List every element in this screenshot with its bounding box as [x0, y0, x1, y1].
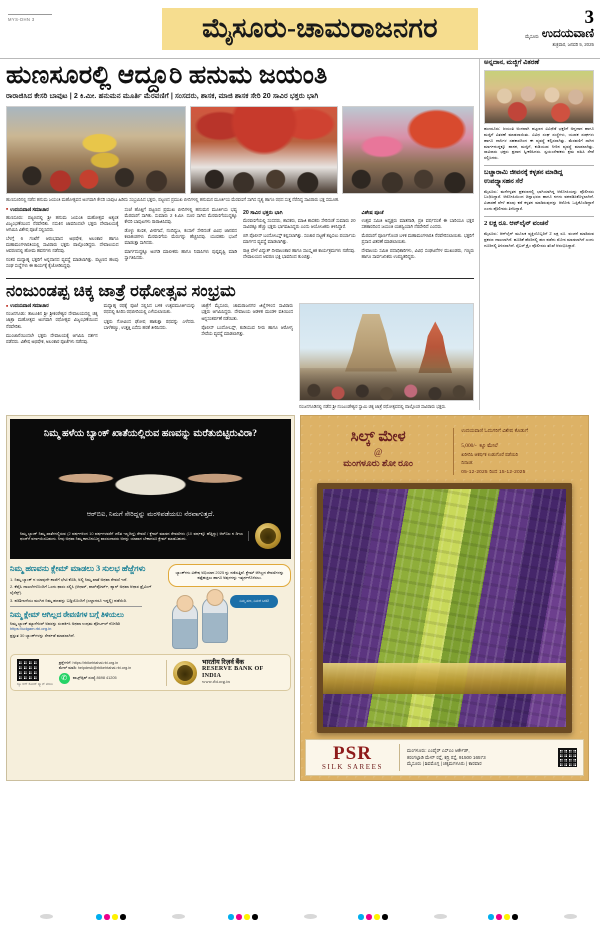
crowd-shape — [300, 368, 473, 401]
sidebar-column — [479, 59, 594, 410]
rbi-help-title: ನಿಮ್ಮ ಕ್ಲೇಮ್ ಆಗಿಲ್ಲದ ಠೇವಣಿಗಳ ಬಗ್ಗೆ ತಿಳಿಯಲು — [10, 609, 124, 619]
reg-dot-magenta — [496, 914, 502, 920]
rbi-callout-column — [168, 564, 291, 649]
sidebar-headline: ಅನ್ನದಾನ, ಮಜ್ಜಿಗೆ ವಿತರಣೆ — [484, 59, 540, 66]
paragraph: ಜಾತ್ರೆಗೆ ಮೈಸೂರು, ಚಾಮರಾಜನಗರ ಜಿಲ್ಲೆಗಳಿಂದ ಸಾವಿರಾರು ಭಕ್ತರು ಆಗಮಿಸಿದ್ದರು. ದೇವಾಲಯ ಆಡಳಿತ ಮಂಡಳಿ ವತಿಯಿಂದ ಅನ್ನಸಂತರ್ಪಣೆ ನಡೆಯಿತು. — [201, 303, 294, 321]
paragraph: ಬಿಗಿ ಪೊಲೀಸ್ ಬಂದೋಬಸ್ತ್ ಕಲ್ಪಿಸಲಾಗಿತ್ತು. ಸಂಚಾರ ದಟ್ಟಣೆ ತಪ್ಪಿಸಲು ಪರ್ಯಾಯ ಮಾರ್ಗದ ವ್ಯವಸ್ಥೆ ಮಾಡಲಾಗಿತ್ತು. — [243, 233, 356, 245]
paper-name: ಉದಯವಾಣಿ — [541, 26, 594, 40]
paragraph: ಮೆರವಣಿಗೆಯಲ್ಲಿ ಸಂಸದರು, ಶಾಸಕರು, ಮಾಜಿ ಶಾಸಕರು ಸೇರಿದಂತೆ ಸುಮಾರು 20 ಸಾವಿರಕ್ಕೂ ಹೆಚ್ಚು ಭಕ್ತರು ಭಾಗವಹಿಸಿದ್ದರು ಎಂದು ಆಯೋಜಕರು ತಿಳಿಸಿದ್ದಾರೆ. — [243, 218, 356, 230]
qr-note: ಕ್ಯೂ ಆರ್ ಕೋಡ್ ಸ್ಕ್ಯಾನ್ ಮಾಡಿ — [17, 681, 53, 686]
silk-at-symbol: @ — [373, 446, 383, 457]
article-body — [6, 215, 119, 270]
rbi-smallprint-row — [16, 523, 285, 549]
registration-marks — [0, 910, 600, 924]
silk-header — [305, 420, 584, 480]
reg-dot-magenta — [366, 914, 372, 920]
psr-address — [407, 748, 551, 768]
article-body — [201, 303, 293, 336]
paragraph: ಭಕ್ತರು ಗೋವಿಂದ ಘೋಷ ಹಾಕುತ್ತಾ ರಥವನ್ನು ಎಳೆದರು. ಬಾಳೆಹಣ್ಣು, ಉತ್ತತ್ತಿ ಎಸೆದು ಹರಕೆ ತೀರಿಸಿದರು. — [103, 318, 196, 330]
whatsapp-icon: ✆ — [59, 673, 70, 684]
paragraph: ನಂಜನಗೂಡು: ತಾಲೂಕಿನ ಶ್ರೀ ಶ್ರೀಕಂಠೇಶ್ವರ ದೇವಾಲಯದಲ್ಲಿ ಚಿಕ್ಕ ಜಾತ್ರಾ ಮಹೋತ್ಸವ ಅಂಗವಾಗಿ ರಥೋತ್ಸವ ವಿಜೃಂಭಣೆಯಿಂದ ನೆರವೇರಿತು. — [6, 311, 98, 329]
sidebar-body: ಮೈಸೂರು: ಮನೆಗಳ್ಳತನ ಪ್ರಕರಣದಲ್ಲಿ ಭಾಗಿಯಾಗಿದ್ದ ಆರೋಪಿಯನ್ನು ಪೊಲೀಸರು ಬಂಧಿಸಿದ್ದಾರೆ. ಆರೋಪಿಯಿಂದ ಚಿನ್ನಾಭರಣ ಹಾಗೂ ನಗದು ವಶಪಡಿಸಿಕೊಳ್ಳಲಾಗಿದೆ. ವಿಚಾರಣೆ ವೇಳೆ ಹಲವು ಕಡೆ ಕಳ್ಳತನ ಮಾಡಿರುವುದನ್ನು ಆರೋಪಿ ಒಪ್ಪಿಕೊಂಡಿದ್ದಾನೆ ಎಂದು ಪೊಲೀಸರು ತಿಳಿಸಿದ್ದಾರೆ. — [484, 188, 594, 211]
rbi-steps-column — [10, 564, 163, 649]
article-body — [6, 311, 98, 344]
photo-content — [485, 71, 593, 123]
rbi-seal-icon — [173, 661, 197, 685]
reg-dot-cyan — [228, 914, 234, 920]
silk-valid-dates: 05-12-2025 ರಿಂದ 15-12-2025 — [461, 470, 526, 476]
photo-content — [7, 107, 185, 193]
article-column — [125, 207, 238, 273]
reg-dot-magenta — [236, 914, 242, 920]
psr-address-line2: ಕರಂಗಲ್ಪಾಡಿ ಮೇನ್ ರಸ್ತೆ, ಕದ್ರಿ ರಸ್ತೆ, 91500 16573 — [407, 754, 486, 760]
reg-dot-yellow — [504, 914, 510, 920]
reg-gray-patch — [40, 914, 53, 919]
sidebar-divider — [484, 165, 594, 166]
paper-prefix: ಮೈಸೂರು — [525, 34, 539, 39]
second-photo-caption: ನಂಜನಗೂಡಿನಲ್ಲಿ ನಡೆದ ಶ್ರೀ ನಂಜುಂಡೇಶ್ವರ ಸ್ವಾಮಿ ಚಿಕ್ಕ ಜಾತ್ರೆ ರಥೋತ್ಸವದಲ್ಲಿ ಪಾಲ್ಗೊಂಡ ಸಾವಿರಾರು ಭಕ್ತರು. — [299, 403, 447, 409]
masthead — [0, 0, 600, 58]
mascot-figure-1 — [172, 603, 198, 649]
lead-subhead: ರಾರಾಜಿಸಿದ ಕೇಸರಿ ಬಾವುಟ | 2 ಕಿ.ಮೀ. ಹನುಮನ ಮೂರ್ತಿ ಮೆರವಣಿಗೆ | ಸಂಸದರು, ಶಾಸಕ, ಮಾಜಿ ಶಾಸಕ ಸೇರಿ 20 ಸಾವಿರ ಭಕ್ತರು ಭಾಗಿ — [6, 92, 319, 100]
step-2: 2. ಕೆವೈಸಿ ದಾಖಲೆಗಳೊಂದಿಗೆ ಒಂದು ಫಾರಂ ಸಲ್ಲಿಸಿ (ಆಧಾರ್, ಪಾಸ್‌ಪೋರ್ಟ್, ಪ್ಯಾನ್ ಅಥವಾ ಆಧಾರ ಡ್ರೈವಿಂಗ್ ಲೈಸೆನ್ಸ್). — [10, 584, 152, 596]
sidebar-divider — [484, 216, 594, 217]
psr-branches: ಮೈಸೂರು | ಶಿವಮೊಗ್ಗ | ಚಿಕ್ಕಮಗಳೂರು | ಕಾರವಾರ — [407, 761, 482, 767]
paragraph: ಹುಣಸೂರು: ಪಟ್ಟಣದಲ್ಲಿ ಶ್ರೀ ಹನುಮ ಜಯಂತಿ ಮಹೋತ್ಸವ ಅತ್ಯಂತ ವಿಜೃಂಭಣೆಯಿಂದ ನೆರವೇರಿತು. ನಸುಕಿನ ಜಾವದಿಂದಲೇ ಭಕ್ತರು ದೇವಾಲಯಕ್ಕೆ ಆಗಮಿಸಿ ವಿಶೇಷ ಪೂಜೆ ಸಲ್ಲಿಸಿದರು. — [6, 214, 119, 232]
step-3: 3. ಪರಿಶೀಲನೆಯು ಮುಗಿದ ನಿಮ್ಮ ಹಣವನ್ನು ಬಡ್ಡಿಯೊಂದಿಗೆ (ಎಲ್ಲಾದರೂ ಇದ್ದಲ್ಲಿ) ಪಡೆಯಿರಿ. — [10, 597, 128, 603]
reg-dot-black — [382, 914, 388, 920]
psr-logo — [312, 744, 400, 771]
psr-footer — [305, 739, 584, 776]
sidebar-body: ಮೈಸೂರು: ಆನ್‌ಲೈನ್ ಮೂಲಕ ವ್ಯಕ್ತಿಯೊಬ್ಬರಿಗೆ 2 ಲಕ್ಷ ರೂ. ವಂಚನೆ ಮಾಡಿರುವ ಪ್ರಕರಣ ದಾಖಲಾಗಿದೆ. ಹೂಡಿಕೆ ಹೆಸರಿನಲ್ಲಿ ಹಣ ಪಡೆದು ಮೋಸ ಮಾಡಲಾಗಿದೆ ಎಂದು ದೂರಿನಲ್ಲಿ ತಿಳಿಸಲಾಗಿದೆ. ಸೈಬರ್ ಕ್ರೈಂ ಪೊಲೀಸರು ತನಿಖೆ ಆರಂಭಿಸಿದ್ದಾರೆ. — [484, 231, 594, 248]
reg-dot-cyan — [488, 914, 494, 920]
silk-valid-label: ದಿನಾಂಕ: — [461, 460, 474, 466]
rbi-brand-names — [202, 660, 284, 686]
rbi-subline: ಆರ್‌ಬಿಐ, ನಿಮಗೆ ಸೇರಿದ್ದನ್ನು ಮರಳಿಪಡೆಯಲು ನೆರವಾಗುತ್ತದೆ. — [86, 510, 215, 518]
lead-photo-3 — [342, 106, 474, 194]
reg-gray-patch — [172, 914, 185, 919]
reg-dot-magenta — [104, 914, 110, 920]
sidebar-item-2 — [484, 220, 594, 248]
sidebar-headline: ಬಚ್ಚಾರಾಮಿ ಜೀವನಕ್ಕೆ ಕಳ್ಳತನ ಮಾಡಿದ್ದ ಉಪದ್ವ್ಯಾಸಹನ ಸೆರೆ — [484, 169, 563, 185]
whatsapp-label: ವಾಟ್ಸ್‌ಆ್ಯಪ್ ಸಂಖ್ಯೆ — [72, 676, 96, 681]
reg-dot-cyan — [358, 914, 364, 920]
rbi-site-line[interactable]: ಪ್ರಶ್ನೆಗಳಿಗೆ: https://rbikehtahai.rbi.org.in — [58, 660, 119, 665]
byline: ■ ಉದಯವಾಣಿ ಸಮಾಚಾರ — [6, 303, 98, 309]
edition-mark: MYS-DHN 3 — [8, 14, 52, 22]
photo-content — [343, 107, 473, 193]
psr-qr-code-icon[interactable] — [558, 748, 577, 767]
story-divider — [6, 278, 474, 279]
rbi-contact-info — [59, 661, 160, 684]
price-unit: ಕ್ಕೂ ಮೇಲೆ — [479, 443, 498, 450]
article-body — [125, 207, 238, 262]
paragraph: ಪೊಲೀಸ್ ಬಂದೋಬಸ್ತ್, ಕುಡಿಯುವ ನೀರು ಹಾಗೂ ಆರೋಗ್ಯ ಸೇವೆಯ ವ್ಯವಸ್ಥೆ ಮಾಡಲಾಗಿತ್ತು. — [201, 324, 294, 336]
cmyk-dots — [228, 914, 258, 920]
reg-gray-patch — [304, 914, 317, 919]
reg-dot-cyan — [96, 914, 102, 920]
article-body — [243, 218, 356, 261]
second-article-body — [6, 303, 474, 410]
reg-dot-black — [512, 914, 518, 920]
rbi-emblem-icon — [255, 523, 281, 549]
reg-gray-patch — [434, 914, 447, 919]
paragraph: ಮಧ್ಯಾಹ್ನ ರಥಕ್ಕೆ ಪೂಜೆ ಸಲ್ಲಿಸಿದ ಬಳಿಕ ಉತ್ಸವಮೂರ್ತಿಯನ್ನು ರಥದಲ್ಲಿ ಕೂರಿಸಿ ರಥಬೀದಿಯಲ್ಲಿ ಎಳೆಯಲಾಯಿತು. — [103, 303, 196, 315]
mascot-speech-bubble: ನಿಮ್ಮ ಹಣ, ನಿಮಗೆ ಸಿಗಲಿ! — [230, 595, 278, 608]
silk-mela-title: ಸಿಲ್ಕ್ ಮೇಳ — [350, 428, 406, 445]
qr-code-icon[interactable] — [17, 659, 39, 681]
advertisement-row — [0, 415, 600, 782]
udgam-portal-link[interactable]: https://udgam.rbi.org.in — [10, 626, 52, 632]
rbi-advertisement[interactable] — [6, 415, 295, 782]
hands-with-money-image — [16, 445, 285, 509]
sidebar-headline: 2 ಲಕ್ಷ ರೂ. ಆನ್‌ಲೈನ್ ವಂಚನೆ — [484, 220, 549, 228]
main-column — [6, 59, 474, 410]
rbi-steps-title: ನಿಮ್ಮ ಹಣವನು ಕ್ಲೇಮ್ ಮಾಡಲು 3 ಸುಲಭ ಹೆಜ್ಜೆಗಳು — [10, 563, 146, 573]
rbi-mail-line[interactable]: ಮೇಲ್ ಮಾಡಿ: helpdesk@rbikehtahai.rbi.org.in — [58, 666, 132, 671]
article-column — [201, 303, 293, 410]
whatsapp-number: 8698 41205 — [96, 676, 117, 681]
sidebar-item-1 — [484, 169, 594, 211]
article-body — [104, 303, 196, 330]
reg-dot-yellow — [374, 914, 380, 920]
rbi-footer — [10, 654, 291, 691]
article-subhead: 20 ಸಾವಿರ ಭಕ್ತರು ಭಾಗಿ — [243, 209, 283, 216]
rbi-help-note: ನಿಮ್ಮ ಬ್ಯಾಂಕ್ ಮ್ಯಾನೇಜರ್ ಅವರನ್ನು ಸಂಪರ್ಕಿಸಿ ಅಥವಾ ಉದ್ಗಮ ಪೋರ್ಟಲ್ ನೋಡಿರಿ — [10, 620, 121, 626]
silk-title-block — [311, 428, 445, 476]
psr-brand-name: PSR — [333, 743, 372, 765]
silk-offer-head: ಉದಯವಾಣಿ ಓದುಗರಿಗೆ ವಿಶೇಷ ಕೊಡುಗೆ — [461, 427, 528, 434]
paragraph: ಸಂಜೆ ಹೊತ್ತಿಗೆ ಪಟ್ಟಣದ ಪ್ರಮುಖ ಬೀದಿಗಳಲ್ಲಿ ಹನುಮನ ಮೂರ್ತಿಯ ಭವ್ಯ ಮೆರವಣಿಗೆ ಸಾಗಿತು. ಸುಮಾರು 2 ಕಿ.ಮೀ. ದೂರ ಸಾಗಿದ ಮೆರವಣಿಗೆಯುದ್ದಕ್ಕೂ ಕೇಸರಿ ಬಾವುಟಗಳು ರಾರಾಜಿಸಿದವು. — [124, 206, 237, 224]
reg-dot-black — [120, 914, 126, 920]
cmyk-dots — [96, 914, 126, 920]
paragraph: ಬೆಳಗ್ಗೆ 6 ಗಂಟೆಗೆ ಆರಂಭವಾದ ಅಭಿಷೇಕ, ಅಲಂಕಾರ ಹಾಗೂ ಮಹಾಮಂಗಳಾರತಿಯಲ್ಲಿ ಸಾವಿರಾರು ಭಕ್ತರು ಪಾಲ್ಗೊಂಡಿದ್ದರು. ದೇವಾಲಯದ ಆವರಣದಲ್ಲಿ ಹೋಮ ಹವನಗಳು ನಡೆದವು. — [6, 235, 119, 253]
rbi-headline: ನಿಮ್ಮ ಹಳೆಯ ಬ್ಯಾಂಕ್ ಖಾತೆಯಲ್ಲಿರುವ ಹಣವನ್ನು ಮರೆತುಬಿಟ್ಟಿರುವಿರಾ? — [43, 427, 258, 439]
saree-gold-border — [323, 663, 566, 694]
paragraph: ಡೊಳ್ಳು ಕುಣಿತ, ವೀರಗಾಸೆ, ನಂದಿಧ್ವಜ, ಕಂಸಾಳೆ ಸೇರಿದಂತೆ ವಿವಿಧ ಜಾನಪದ ಕಲಾತಂಡಗಳು ಮೆರವಣಿಗೆಯ ಮೆರುಗನ್ನು ಹೆಚ್ಚಿಸಿದವು. ಯುವಕರು ಭಜನೆ ಮಾಡುತ್ತಾ ಸಾಗಿದರು. — [124, 227, 237, 245]
psr-silk-advertisement[interactable] — [300, 415, 589, 782]
paragraph: ನಂತರ ಮಧ್ಯಾಹ್ನ ಭಕ್ತರಿಗೆ ಅನ್ನದಾನದ ವ್ಯವಸ್ಥೆ ಮಾಡಲಾಗಿತ್ತು. ಪಟ್ಟಣದ ಹಲವು ಸಂಘ ಸಂಸ್ಥೆಗಳು ಈ ಕಾರ್ಯಕ್ಕೆ ಕೈಜೋಡಿಸಿದ್ದವು. — [6, 257, 119, 269]
section-title-band — [162, 8, 478, 50]
lead-photo-2 — [190, 106, 338, 194]
lead-article-columns — [6, 207, 474, 273]
paragraph: ಮಾರ್ಗದುದ್ದಕ್ಕೂ ಅಂಗಡಿ ಮಾಲೀಕರು ಹಾಗೂ ನಿವಾಸಿಗಳು ಪುಷ್ಪವೃಷ್ಟಿ ಮಾಡಿ ಸ್ವಾಗತಿಸಿದರು. — [124, 249, 237, 261]
paragraph: ಮೆರವಣಿಗೆ ಪೂರ್ಣಗೊಂಡ ಬಳಿಕ ಮಹಾಮಂಗಳಾರತಿ ನೆರವೇರಿಸಲಾಯಿತು. ಭಕ್ತರಿಗೆ ಪ್ರಸಾದ ವಿತರಣೆ ಮಾಡಲಾಯಿತು. — [361, 233, 474, 245]
sidebar-photo — [484, 70, 594, 124]
reg-dot-yellow — [244, 914, 250, 920]
silk-offer-note: ಖರೀದಿಸಿ ಆಕರ್ಷಕ ಉಡುಗೊರೆ ಪಡೆಯಿರಿ — [461, 452, 518, 458]
masthead-right — [482, 7, 594, 47]
reg-gray-patch — [564, 914, 577, 919]
paragraph: ರಾತ್ರಿ ವೇಳೆ ವಿದ್ಯುತ್ ದೀಪಾಲಂಕಾರ ಹಾಗೂ ಸಾಂಸ್ಕೃತಿಕ ಕಾರ್ಯಕ್ರಮಗಳು ನಡೆದವು. ದೇವಾಲಯದ ಆವರಣ ಭಕ್ತಿ ಭಾವದಿಂದ ತುಂಬಿತ್ತು. — [243, 248, 356, 260]
step-1: 1. ನಿಮ್ಮ ಬ್ಯಾಂಕ್ ನ ಯಾವುದೇ ಶಾಖೆಗೆ ಭೇಟಿ ಕೊಡಿ, ಅಲ್ಲಿ ನಿಮ್ಮ ಖಾತೆ ಅಥವಾ ಠೇವಣಿ ಇದೆ. — [10, 576, 128, 582]
article-subhead: ವಿಶೇಷ ಪೂಜೆ — [361, 209, 384, 216]
whatsapp-block — [73, 676, 117, 681]
article-column — [6, 207, 119, 273]
article-column — [243, 207, 356, 273]
whatsapp-row[interactable] — [59, 673, 160, 684]
masthead-date: ಶುಕ್ರವಾರ, ಜನವರಿ 5, 2025 — [552, 42, 594, 47]
paragraph: ಮುಂಜಾನೆಯಿಂದಲೇ ಭಕ್ತರು ದೇವಾಲಯಕ್ಕೆ ಆಗಮಿಸಿ ದರ್ಶನ ಪಡೆದರು. ವಿಶೇಷ ಅಭಿಷೇಕ, ಅಲಂಕಾರ ಪೂಜೆಗಳು ನಡೆದವು. — [6, 332, 98, 344]
rbi-name-hindi: भारतीय रिज़र्व बैंक — [202, 658, 245, 666]
psr-brand-tagline: SILK SAREES — [322, 763, 383, 772]
article-column — [104, 303, 196, 410]
temple-photo — [299, 303, 474, 401]
section-title: ಮೈಸೂರು-ಚಾಮರಾಜನಗರ — [202, 13, 438, 43]
byline: ■ ಉದಯವಾಣಿ ಸಮಾಚಾರ — [6, 207, 119, 213]
steps-divider — [10, 606, 142, 607]
paragraph: ಉತ್ಸವ ಸಮಿತಿ ಅಧ್ಯಕ್ಷರು ಮಾತನಾಡಿ, ಪ್ರತಿ ವರ್ಷದಂತೆ ಈ ಬಾರಿಯೂ ಭಕ್ತರ ಸಹಕಾರದಿಂದ ಜಯಂತಿ ಯಶಸ್ವಿಯಾಗಿ ನೆರವೇರಿದೆ ಎಂದರು. — [361, 218, 474, 230]
silk-offer-block — [453, 428, 578, 476]
lead-headline: ಹುಣಸೂರಲ್ಲಿ ಆದ್ದೂರಿ ಹನುಮ ಜಯಂತಿ — [6, 62, 328, 89]
paragraph: ದೇವಾಲಯ ಸಮಿತಿ ಪದಾಧಿಕಾರಿಗಳು, ವಿವಿಧ ಸಂಘಟನೆಗಳ ಮುಖಂಡರು, ಗಣ್ಯರು ಹಾಗೂ ಸಾರ್ವಜನಿಕರು ಉಪಸ್ಥಿತರಿದ್ದರು. — [361, 248, 474, 260]
article-column — [362, 207, 475, 273]
temple-photo-wrap — [299, 303, 474, 410]
psr-address-line1: ಮಂಗಳೂರು: ಎಂಪೈರ್ ಎಸ್‌ಎಂ ಆರ್ಕೇಡ್, — [407, 748, 470, 754]
rbi-hero — [10, 419, 291, 559]
cmyk-dots — [488, 914, 518, 920]
rbi-website[interactable]: www.rbi.org.in — [202, 679, 230, 685]
article-column — [6, 303, 98, 410]
rbi-steps-list — [10, 577, 163, 603]
saree-photo-frame — [317, 483, 572, 733]
reg-dot-black — [252, 914, 258, 920]
photo-content — [191, 107, 337, 193]
rbi-campaign-callout: ಬ್ಯಾಂಕ್‌ಗಳು ವಿಶೇಷ ಅಭಿಯಾನ 2025 ನ್ನು ನಡೆಸುತ್ತಿವೆ. ಕ್ಲೇಮ್ ಆಗಿಲ್ಲದ ಠೇವಣಿಗಳನ್ನು ಪತ್ತೆಹಚ್ಚಲು ಹಾಗೂ ಅವುಗಳನ್ನು ಇತ್ಯರ್ಥಗೊಳಿಸಲು. — [168, 564, 291, 587]
paper-logo — [482, 26, 594, 41]
page-body — [0, 59, 600, 410]
rbi-help-note2: ಪ್ರಸ್ತುತ 30 ಬ್ಯಾಂಕ್‌ಗಳನ್ನು ಸೇರ್ಪಡೆ ಮಾಡಲಾಗಿದೆ. — [10, 633, 75, 639]
silk-location: ಮಂಗಳೂರು ಶೋ ರೂಂ — [343, 457, 413, 468]
rbi-steps-row — [10, 564, 291, 649]
second-headline: ನಂಜುಂಡಪ್ಪ ಚಿಕ್ಕ ಜಾತ್ರೆ ರಥೋತ್ಸವ ಸಂಭ್ರಮ — [6, 281, 236, 301]
rbi-brand-block — [166, 660, 284, 686]
rbi-name-english: RESERVE BANK OF INDIA — [202, 666, 264, 679]
sidebar-item-0 — [484, 59, 594, 161]
rbi-small-print: ನಿಮ್ಮ ಬ್ಯಾಂಕ್ ನಿಮ್ಮ ಖಾತೆಗಳಲ್ಲಿರುವ (2 ವರ್ಷಗಳಿಂದ 10 ವರ್ಷಗಳವರೆಗೆ ಚಲಿತ ಇಲ್ಲದಿದ್ದ) ಠೇವಣಿ / ಕ್ಲೇಮ್ ಮಾಡದ ಠೇವಣಿಗಳು (10 ವರ್ಷಕ್ಕೂ ಹೆಚ್ಚಿದ್ದು) ಆರ್‌ಬಿಐ ನ ಡಿಇಎ ಫಂಡ್‌ಗೆ ವರ್ಗಾಯಿಸಬಹುದು. ನೀವು ಅಥವಾ ನಿಮ್ಮ ಕಾನೂನುಬದ್ಧ ವಾರಸುದಾರರು ಅದನ್ನು ಯಾವಾಗ ಬೇಕಾದರೂ ಕ್ಲೇಮ್ ಮಾಡಬಹುದು. — [20, 531, 249, 542]
silk-offer-price — [461, 438, 578, 450]
sidebar-body: ಹುಣಸೂರು: ಜಯಂತಿ ಅಂಗವಾಗಿ ಪಟ್ಟಣದ ವಿವಿಧೆಡೆ ಭಕ್ತರಿಗೆ ಅನ್ನದಾನ ಹಾಗೂ ಮಜ್ಜಿಗೆ ವಿತರಣೆ ಮಾಡಲಾಯಿತು. ವಿವಿಧ ಸಂಘ ಸಂಸ್ಥೆಗಳು, ಯುವಕ ಸಂಘಗಳು ಹಾಗೂ ದಾನಿಗಳ ಸಹಕಾರದಿಂದ ಈ ವ್ಯವಸ್ಥೆ ಕಲ್ಪಿಸಲಾಗಿತ್ತು. ಮೆರವಣಿಗೆ ಸಾಗಿದ ಮಾರ್ಗದುದ್ದಕ್ಕೂ ಪಾನಕ, ಮಜ್ಜಿಗೆ, ಕುಡಿಯುವ ನೀರಿನ ವ್ಯವಸ್ಥೆ ಮಾಡಲಾಗಿತ್ತು. ಸಾವಿರಾರು ಭಕ್ತರು ಪ್ರಸಾದ ಸ್ವೀಕರಿಸಿದರು. ಸ್ವಯಂಸೇವಕರು ಶ್ರಮ ವಹಿಸಿ ಸೇವೆ ಸಲ್ಲಿಸಿದರು. — [484, 126, 594, 160]
lead-photo-strip — [6, 106, 474, 194]
mascot-figure-2 — [202, 597, 228, 643]
lead-photo-caption: ಹುಣಸೂರಿನಲ್ಲಿ ನಡೆದ ಹನುಮ ಜಯಂತಿ ಮಹೋತ್ಸವದ ಅಂಗವಾಗಿ ಕೇಸರಿ ಬಾವುಟ ಹಿಡಿದು ಸಂಭ್ರಮಿಸಿದ ಭಕ್ತರು, ಪಟ್ಟಣದ ಪ್ರಮುಖ ಬೀದಿಗಳಲ್ಲಿ ಹನುಮನ ಮೂರ್ತಿಯ ಮೆರವಣಿಗೆ ಸಾಗಿದ ದೃಶ್ಯ ಹಾಗೂ ರಥದ ಸುತ್ತ ನೆರೆದಿದ್ದ ಸಾವಿರಾರು ಭಕ್ತ ಸಮೂಹ. — [6, 196, 340, 202]
reg-dot-yellow — [112, 914, 118, 920]
rbi-mascots — [168, 589, 291, 649]
price-value: 5,000/- — [461, 443, 477, 450]
cmyk-dots — [358, 914, 388, 920]
page-number: 3 — [584, 7, 594, 28]
lead-photo-1 — [6, 106, 186, 194]
article-body — [362, 218, 475, 261]
qr-block[interactable] — [17, 659, 53, 686]
